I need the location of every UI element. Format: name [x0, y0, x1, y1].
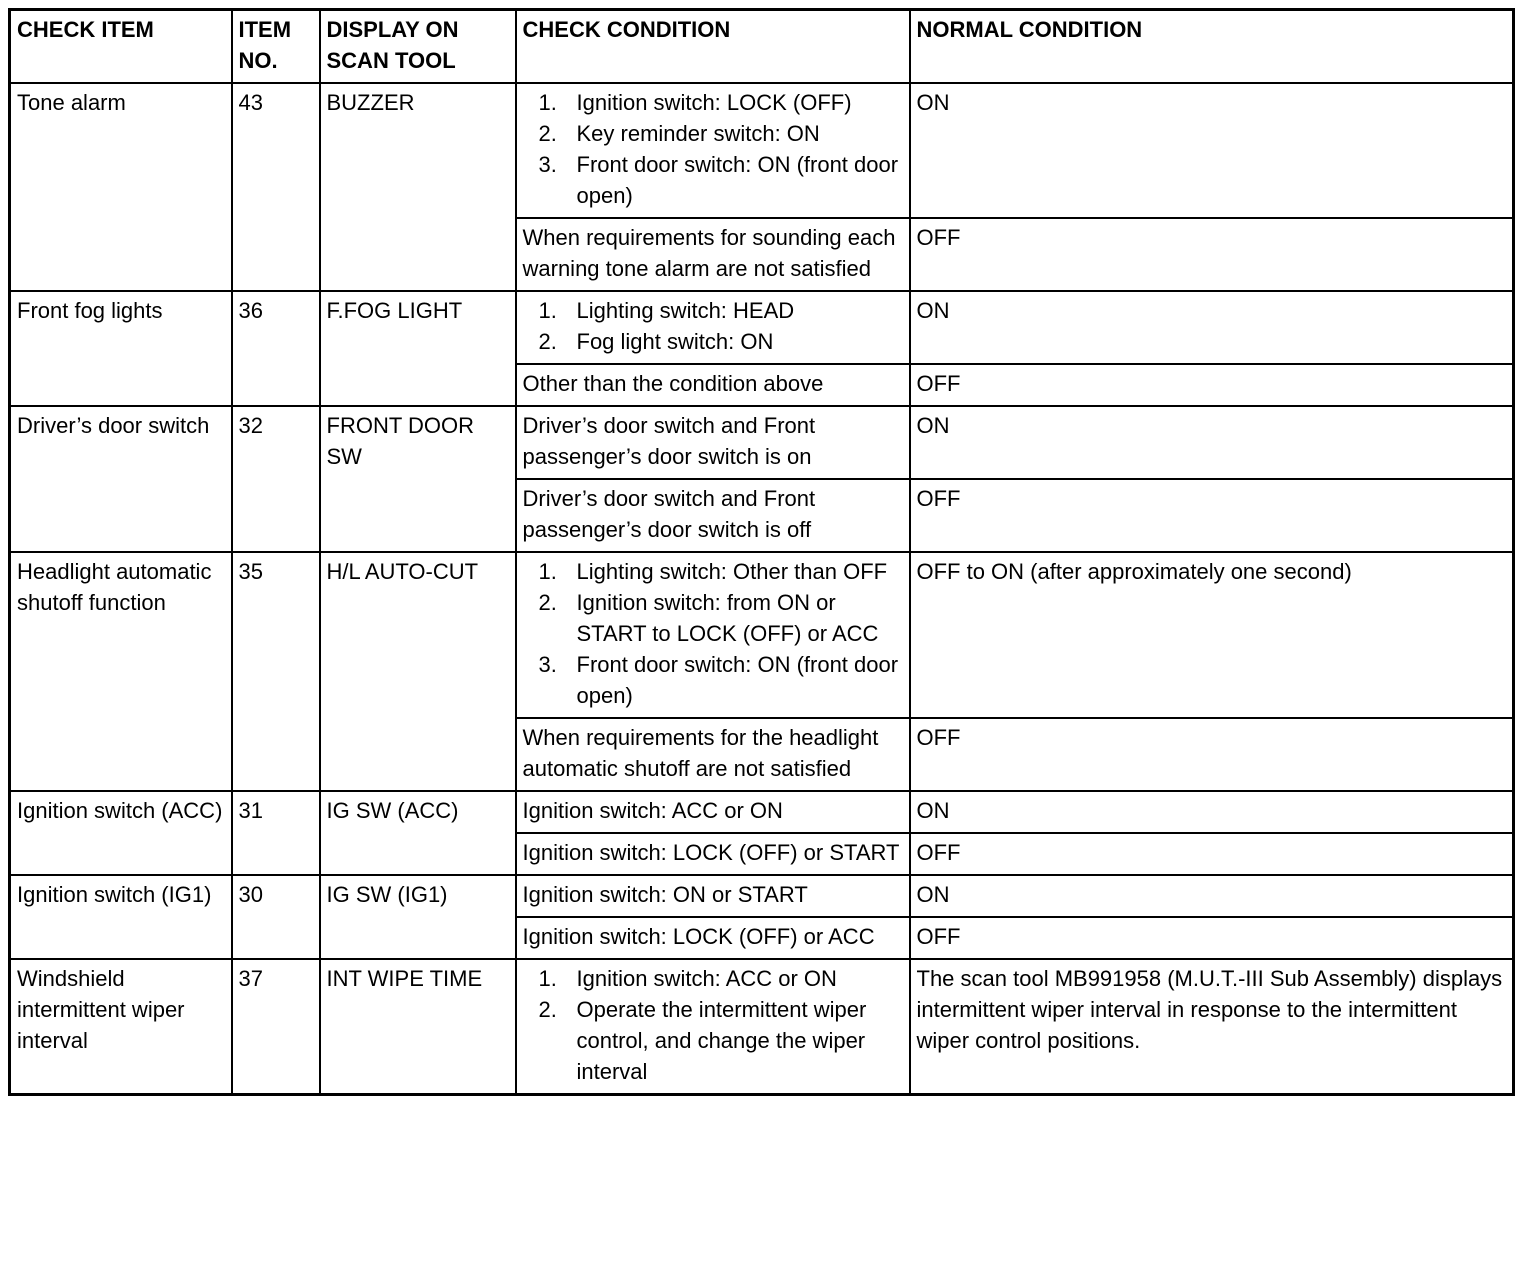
display-on-scan-tool-cell: FRONT DOOR SW	[320, 406, 516, 552]
display-on-scan-tool-cell: H/L AUTO-CUT	[320, 552, 516, 791]
normal-condition-cell: ON	[910, 83, 1514, 218]
item-no-cell: 43	[232, 83, 320, 291]
table-row	[10, 875, 1514, 917]
check-condition-cell: When requirements for the headlight automatic shutoff are not satisfied	[516, 718, 910, 791]
check-condition-list-item: Fog light switch: ON	[576, 329, 774, 354]
check-condition-list	[523, 556, 903, 711]
check-condition-cell: Ignition switch: LOCK (OFF) or ACC	[516, 917, 910, 959]
header-row	[10, 10, 1514, 84]
data-list-table	[8, 8, 1515, 1096]
check-condition-cell: Driver’s door switch and Front passenger’s door switch is off	[516, 479, 910, 552]
check-item-cell: Front fog lights	[10, 291, 232, 406]
header-check-condition: CHECK CONDITION	[516, 10, 910, 84]
display-on-scan-tool-cell: IG SW (IG1)	[320, 875, 516, 959]
table-row	[10, 791, 1514, 833]
check-condition-list	[523, 295, 903, 357]
normal-condition-cell: OFF	[910, 718, 1514, 791]
item-no-cell: 36	[232, 291, 320, 406]
check-condition-cell: Ignition switch: LOCK (OFF) or START	[516, 833, 910, 875]
normal-condition-cell: OFF	[910, 833, 1514, 875]
header-display-on-scan-tool: DISPLAY ON SCAN TOOL	[320, 10, 516, 84]
check-item-cell: Headlight automatic shutoff function	[10, 552, 232, 791]
normal-condition-cell: OFF	[910, 364, 1514, 406]
check-condition-list-item: Ignition switch: LOCK (OFF)	[576, 90, 852, 115]
header-item-no: ITEM NO.	[232, 10, 320, 84]
check-condition-list-item: Front door switch: ON (front door open)	[576, 152, 899, 208]
check-condition-list	[523, 963, 903, 1087]
table-row	[10, 291, 1514, 364]
normal-condition-cell: OFF	[910, 218, 1514, 291]
check-item-cell: Tone alarm	[10, 83, 232, 291]
normal-condition-cell: OFF	[910, 479, 1514, 552]
check-condition-list-item: Operate the intermittent wiper control, and change the wiper interval	[576, 997, 867, 1084]
check-condition-list-item: Lighting switch: Other than OFF	[576, 559, 888, 584]
item-no-cell: 30	[232, 875, 320, 959]
display-on-scan-tool-cell: F.FOG LIGHT	[320, 291, 516, 406]
check-item-cell: Windshield intermittent wiper interval	[10, 959, 232, 1095]
table-row	[10, 83, 1514, 218]
check-item-cell: Driver’s door switch	[10, 406, 232, 552]
check-condition-cell	[516, 552, 910, 718]
table-row	[10, 406, 1514, 479]
display-on-scan-tool-cell: BUZZER	[320, 83, 516, 291]
check-condition-cell: Other than the condition above	[516, 364, 910, 406]
check-condition-list-item: Ignition switch: ACC or ON	[576, 966, 837, 991]
normal-condition-cell: ON	[910, 875, 1514, 917]
check-condition-cell	[516, 291, 910, 364]
display-on-scan-tool-cell: IG SW (ACC)	[320, 791, 516, 875]
table-row	[10, 552, 1514, 718]
display-on-scan-tool-cell: INT WIPE TIME	[320, 959, 516, 1095]
check-condition-list-item: Key reminder switch: ON	[576, 121, 820, 146]
check-condition-list	[523, 87, 903, 211]
check-condition-cell: Ignition switch: ACC or ON	[516, 791, 910, 833]
check-item-cell: Ignition switch (ACC)	[10, 791, 232, 875]
normal-condition-cell: ON	[910, 791, 1514, 833]
item-no-cell: 32	[232, 406, 320, 552]
table-row	[10, 959, 1514, 1095]
normal-condition-cell: OFF to ON (after approximately one second)	[910, 552, 1514, 718]
check-item-cell: Ignition switch (IG1)	[10, 875, 232, 959]
check-condition-list-item: Ignition switch: from ON or START to LOCK (OFF) or ACC	[576, 590, 879, 646]
item-no-cell: 37	[232, 959, 320, 1095]
item-no-cell: 35	[232, 552, 320, 791]
normal-condition-cell: OFF	[910, 917, 1514, 959]
check-condition-list-item: Lighting switch: HEAD	[576, 298, 795, 323]
check-condition-list-item: Front door switch: ON (front door open)	[576, 652, 899, 708]
check-condition-cell: Driver’s door switch and Front passenger’s door switch is on	[516, 406, 910, 479]
header-check-item: CHECK ITEM	[10, 10, 232, 84]
item-no-cell: 31	[232, 791, 320, 875]
header-normal-condition: NORMAL CONDITION	[910, 10, 1514, 84]
check-condition-cell	[516, 959, 910, 1095]
check-condition-cell	[516, 83, 910, 218]
normal-condition-cell: The scan tool MB991958 (M.U.T.-III Sub Assembly) displays intermittent wiper interval in response to the intermittent wiper control positions.	[910, 959, 1514, 1095]
normal-condition-cell: ON	[910, 406, 1514, 479]
check-condition-cell: Ignition switch: ON or START	[516, 875, 910, 917]
check-condition-cell: When requirements for sounding each warning tone alarm are not satisfied	[516, 218, 910, 291]
normal-condition-cell: ON	[910, 291, 1514, 364]
